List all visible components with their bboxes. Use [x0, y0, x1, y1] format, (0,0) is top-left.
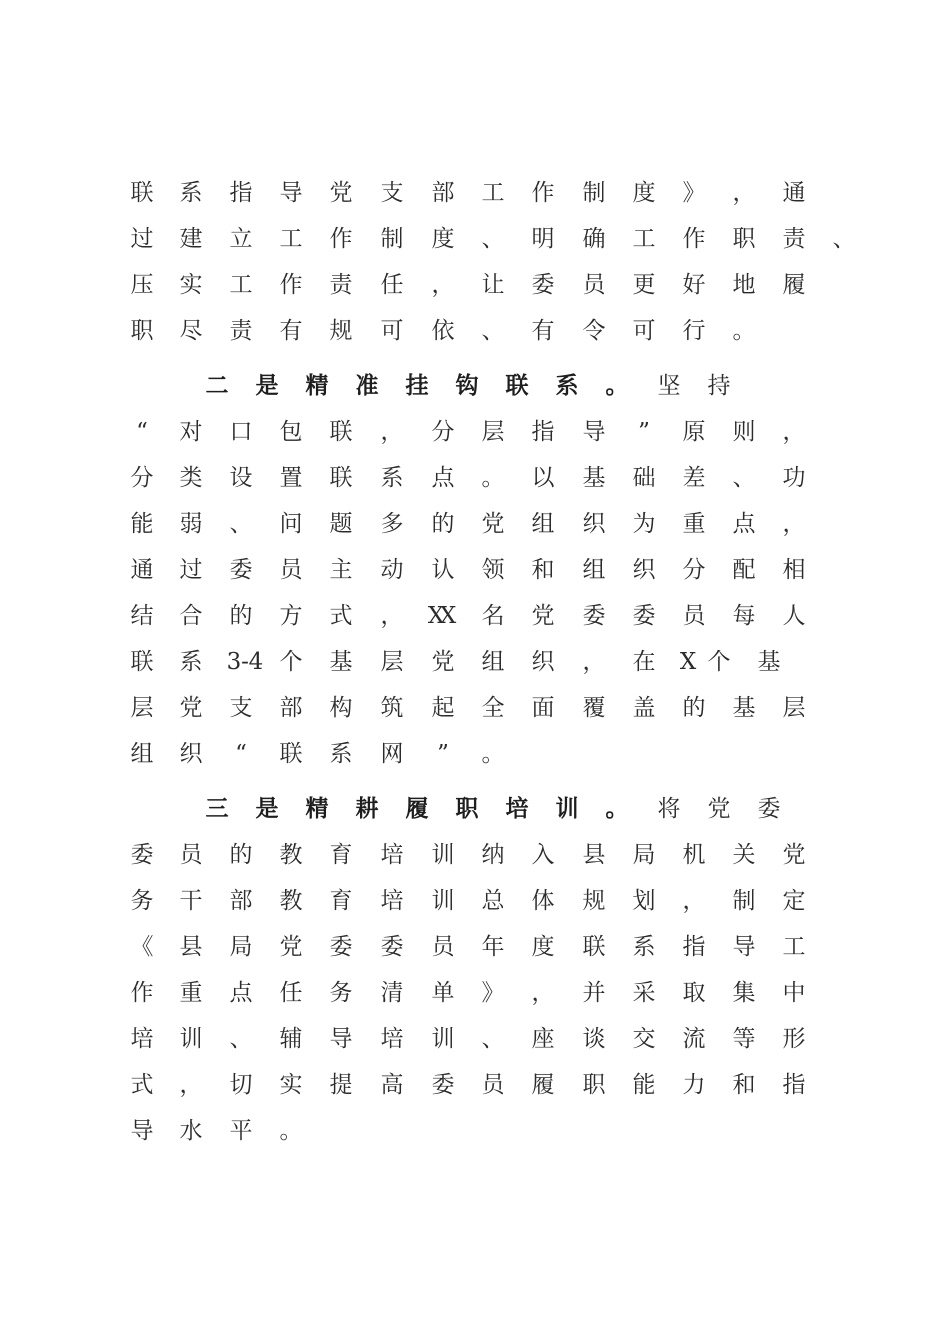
glyph: -: [241, 649, 249, 675]
glyph: 。: [279, 1118, 303, 1144]
glyph: 包: [279, 419, 303, 445]
glyph: 的: [229, 842, 253, 868]
glyph: 制: [582, 180, 606, 206]
glyph: 弱: [179, 511, 203, 537]
glyph: 耕: [355, 795, 379, 822]
glyph: 委: [229, 557, 253, 583]
glyph: 定: [782, 888, 806, 914]
glyph: 方: [279, 603, 303, 629]
glyph: 可: [632, 318, 656, 344]
glyph: 系: [380, 465, 404, 491]
glyph: 党: [179, 695, 203, 721]
glyph: 支: [380, 180, 404, 206]
glyph: 作: [279, 272, 303, 298]
glyph: 联: [582, 934, 606, 960]
glyph: 坚: [657, 373, 681, 399]
glyph: 构: [329, 695, 353, 721]
glyph: 教: [279, 888, 303, 914]
glyph: 。: [481, 741, 505, 767]
glyph: 》: [682, 180, 706, 206]
glyph: 培: [380, 1026, 404, 1052]
glyph: 工: [229, 272, 253, 298]
glyph: 委: [582, 603, 606, 629]
glyph: 培: [380, 842, 404, 868]
glyph: 分: [431, 419, 455, 445]
glyph: ，: [782, 419, 806, 445]
glyph: 任: [380, 272, 404, 298]
glyph: ，: [682, 888, 706, 914]
glyph: 度: [431, 226, 455, 252]
glyph: 将: [657, 796, 681, 822]
glyph: 流: [682, 1026, 706, 1052]
glyph: 教: [279, 842, 303, 868]
glyph: 分: [130, 465, 154, 491]
glyph: 持: [707, 373, 731, 399]
glyph: 高: [380, 1072, 404, 1098]
glyph: 过: [130, 226, 154, 252]
glyph: 织: [632, 557, 656, 583]
glyph: 的: [682, 695, 706, 721]
glyph: 基: [732, 695, 756, 721]
glyph: 系: [555, 372, 579, 399]
glyph: 联: [130, 649, 154, 675]
glyph: 础: [632, 465, 656, 491]
glyph: 立: [229, 226, 253, 252]
glyph: 员: [431, 934, 455, 960]
glyph: 动: [380, 557, 404, 583]
glyph: 县: [179, 934, 203, 960]
glyph: 员: [481, 1072, 505, 1098]
glyph: 差: [682, 465, 706, 491]
glyph: 认: [431, 557, 455, 583]
glyph: 三: [205, 795, 229, 822]
glyph: 联: [279, 741, 303, 767]
glyph: 制: [380, 226, 404, 252]
glyph: 的: [431, 511, 455, 537]
glyph: 好: [682, 272, 706, 298]
glyph: 导: [732, 934, 756, 960]
glyph: ，: [380, 419, 404, 445]
glyph: 委: [531, 272, 555, 298]
glyph: 责: [782, 226, 806, 252]
glyph: 系: [179, 649, 203, 675]
glyph: 县: [582, 842, 606, 868]
glyph: 基: [757, 649, 781, 675]
glyph: 二: [205, 372, 229, 399]
glyph: 依: [431, 318, 455, 344]
glyph: 点: [732, 511, 756, 537]
glyph: 关: [732, 842, 756, 868]
glyph: 组: [481, 649, 505, 675]
glyph: 精: [305, 372, 329, 399]
glyph: 联: [329, 419, 353, 445]
glyph: 训: [431, 1026, 455, 1052]
glyph: 水: [179, 1118, 203, 1144]
glyph: 工: [782, 934, 806, 960]
glyph: 职: [582, 1072, 606, 1098]
glyph: 员: [279, 557, 303, 583]
glyph: 辅: [279, 1026, 303, 1052]
glyph: 层: [782, 695, 806, 721]
glyph: 职: [732, 226, 756, 252]
glyph: 4: [248, 649, 264, 675]
glyph: 过: [179, 557, 203, 583]
glyph: 基: [329, 649, 353, 675]
glyph: 导: [130, 1118, 154, 1144]
glyph: “: [136, 419, 148, 445]
glyph: 更: [632, 272, 656, 298]
glyph: 支: [229, 695, 253, 721]
glyph: 职: [455, 795, 479, 822]
glyph: 作: [682, 226, 706, 252]
glyph: 通: [782, 180, 806, 206]
glyph: 层: [380, 649, 404, 675]
glyph: 训: [431, 888, 455, 914]
glyph: 置: [279, 465, 303, 491]
glyph: 并: [582, 980, 606, 1006]
glyph: 和: [732, 1072, 756, 1098]
glyph: 。: [732, 318, 756, 344]
glyph: 员: [682, 603, 706, 629]
glyph: 责: [329, 272, 353, 298]
glyph: 制: [732, 888, 756, 914]
glyph: 务: [329, 980, 353, 1006]
glyph: 组: [130, 741, 154, 767]
glyph: 实: [279, 1072, 303, 1098]
glyph: ”: [437, 741, 449, 767]
glyph: 规: [329, 318, 353, 344]
glyph: 挂: [405, 372, 429, 399]
glyph: 设: [229, 465, 253, 491]
glyph: 《: [130, 934, 154, 960]
glyph: 年: [481, 934, 505, 960]
glyph: 是: [255, 372, 279, 399]
glyph: 和: [531, 557, 555, 583]
glyph: 交: [632, 1026, 656, 1052]
glyph: 任: [279, 980, 303, 1006]
glyph: 压: [130, 272, 154, 298]
glyph: 划: [632, 888, 656, 914]
glyph: 导: [582, 419, 606, 445]
glyph: 党: [431, 649, 455, 675]
glyph: 作: [531, 180, 555, 206]
glyph: 起: [431, 695, 455, 721]
glyph: 合: [179, 603, 203, 629]
glyph: 干: [179, 888, 203, 914]
glyph: 组: [531, 511, 555, 537]
glyph: 钩: [455, 372, 479, 399]
glyph: 行: [682, 318, 706, 344]
glyph: 织: [531, 649, 555, 675]
glyph: 织: [179, 741, 203, 767]
glyph: 工: [279, 226, 303, 252]
glyph: 、: [481, 226, 505, 252]
glyph: 党: [279, 934, 303, 960]
glyph: ，: [431, 272, 455, 298]
glyph: 培: [380, 888, 404, 914]
glyph: 层: [481, 419, 505, 445]
glyph: 入: [531, 842, 555, 868]
glyph: 分: [682, 557, 706, 583]
glyph: 精: [305, 795, 329, 822]
glyph: 履: [405, 795, 429, 822]
glyph: 取: [682, 980, 706, 1006]
glyph: 局: [632, 842, 656, 868]
glyph: 基: [582, 465, 606, 491]
glyph: 指: [682, 934, 706, 960]
glyph: 育: [329, 888, 353, 914]
glyph: 指: [229, 180, 253, 206]
glyph: 员: [179, 842, 203, 868]
glyph: 部: [229, 888, 253, 914]
glyph: 导: [329, 1026, 353, 1052]
glyph: 点: [431, 465, 455, 491]
glyph: 委: [380, 934, 404, 960]
glyph: 履: [531, 1072, 555, 1098]
glyph: 多: [380, 511, 404, 537]
glyph: 规: [582, 888, 606, 914]
glyph: 确: [582, 226, 606, 252]
glyph: 机: [682, 842, 706, 868]
glyph: 重: [179, 980, 203, 1006]
glyph: ，: [582, 649, 606, 675]
glyph: 责: [229, 318, 253, 344]
glyph: ，: [732, 180, 756, 206]
glyph: 作: [130, 980, 154, 1006]
glyph: 能: [632, 1072, 656, 1098]
glyph: 、: [229, 511, 253, 537]
glyph: 功: [782, 465, 806, 491]
glyph: 联: [130, 180, 154, 206]
glyph: 培: [130, 1026, 154, 1052]
glyph: 平: [229, 1118, 253, 1144]
glyph: 类: [179, 465, 203, 491]
glyph: 等: [732, 1026, 756, 1052]
glyph: 委: [757, 796, 781, 822]
glyph: 党: [782, 842, 806, 868]
glyph: 的: [229, 603, 253, 629]
glyph: 个: [279, 649, 303, 675]
glyph: 座: [531, 1026, 555, 1052]
glyph: 局: [229, 934, 253, 960]
glyph: 对: [179, 419, 203, 445]
glyph: 让: [481, 272, 505, 298]
glyph: 3: [226, 649, 242, 675]
glyph: 问: [279, 511, 303, 537]
glyph: 令: [582, 318, 606, 344]
glyph: 点: [229, 980, 253, 1006]
glyph: 委: [329, 934, 353, 960]
glyph: 是: [255, 795, 279, 822]
glyph: ”: [638, 419, 650, 445]
glyph: 、: [732, 465, 756, 491]
glyph: 培: [505, 795, 529, 822]
glyph: 重: [682, 511, 706, 537]
glyph: 联: [329, 465, 353, 491]
glyph: X: [439, 603, 457, 629]
glyph: 相: [782, 557, 806, 583]
glyph: 人: [782, 603, 806, 629]
glyph: 度: [531, 934, 555, 960]
glyph: 名: [481, 603, 505, 629]
glyph: 题: [329, 511, 353, 537]
glyph: 提: [329, 1072, 353, 1098]
glyph: 筑: [380, 695, 404, 721]
glyph: 务: [130, 888, 154, 914]
glyph: 委: [632, 603, 656, 629]
glyph: 、: [229, 1026, 253, 1052]
glyph: 。: [481, 465, 505, 491]
glyph: 以: [531, 465, 555, 491]
glyph: 集: [732, 980, 756, 1006]
glyph: 式: [329, 603, 353, 629]
glyph: 通: [130, 557, 154, 583]
glyph: 、: [481, 318, 505, 344]
glyph: 主: [329, 557, 353, 583]
glyph: 职: [130, 318, 154, 344]
glyph: 层: [130, 695, 154, 721]
glyph: 度: [632, 180, 656, 206]
glyph: 党: [531, 603, 555, 629]
glyph: 育: [329, 842, 353, 868]
glyph: 单: [431, 980, 455, 1006]
glyph: 。: [605, 372, 629, 399]
glyph: 训: [431, 842, 455, 868]
glyph: 准: [355, 372, 379, 399]
glyph: X: [679, 649, 697, 675]
glyph: 、: [832, 226, 856, 252]
glyph: 导: [279, 180, 303, 206]
glyph: 联: [505, 372, 529, 399]
glyph: 建: [179, 226, 203, 252]
glyph: 。: [605, 795, 629, 822]
glyph: 指: [782, 1072, 806, 1098]
glyph: 领: [481, 557, 505, 583]
glyph: ，: [179, 1072, 203, 1098]
glyph: 工: [481, 180, 505, 206]
glyph: 全: [481, 695, 505, 721]
glyph: 每: [732, 603, 756, 629]
glyph: 在: [632, 649, 656, 675]
glyph: 有: [279, 318, 303, 344]
glyph: 形: [782, 1026, 806, 1052]
glyph: 明: [531, 226, 555, 252]
glyph: 作: [329, 226, 353, 252]
glyph: 实: [179, 272, 203, 298]
glyph: 采: [632, 980, 656, 1006]
glyph: 系: [329, 741, 353, 767]
glyph: 尽: [179, 318, 203, 344]
glyph: 个: [707, 649, 731, 675]
glyph: 谈: [582, 1026, 606, 1052]
glyph: 结: [130, 603, 154, 629]
glyph: 则: [732, 419, 756, 445]
glyph: 系: [179, 180, 203, 206]
glyph: 原: [682, 419, 706, 445]
glyph: 盖: [632, 695, 656, 721]
glyph: 清: [380, 980, 404, 1006]
glyph: 指: [531, 419, 555, 445]
glyph: 覆: [582, 695, 606, 721]
glyph: 部: [431, 180, 455, 206]
glyph: 力: [682, 1072, 706, 1098]
glyph: 委: [431, 1072, 455, 1098]
glyph: 训: [555, 795, 579, 822]
glyph: 、: [481, 1026, 505, 1052]
glyph: 口: [229, 419, 253, 445]
glyph: 为: [632, 511, 656, 537]
glyph: 党: [707, 796, 731, 822]
glyph: X: [427, 603, 445, 629]
glyph: 面: [531, 695, 555, 721]
glyph: 中: [782, 980, 806, 1006]
glyph: 体: [531, 888, 555, 914]
glyph: 工: [632, 226, 656, 252]
glyph: 纳: [481, 842, 505, 868]
glyph: 织: [582, 511, 606, 537]
glyph: 党: [481, 511, 505, 537]
glyph: 总: [481, 888, 505, 914]
glyph: 系: [632, 934, 656, 960]
glyph: 有: [531, 318, 555, 344]
glyph: 配: [732, 557, 756, 583]
glyph: ，: [782, 511, 806, 537]
glyph: 网: [380, 741, 404, 767]
glyph: 党: [329, 180, 353, 206]
glyph: 履: [782, 272, 806, 298]
glyph: ，: [380, 603, 404, 629]
glyph: 委: [130, 842, 154, 868]
glyph: 员: [582, 272, 606, 298]
glyph: 训: [179, 1026, 203, 1052]
glyph: 能: [130, 511, 154, 537]
glyph: 可: [380, 318, 404, 344]
glyph: 式: [130, 1072, 154, 1098]
glyph: 地: [732, 272, 756, 298]
glyph: ，: [531, 980, 555, 1006]
glyph: 》: [481, 980, 505, 1006]
glyph: 切: [229, 1072, 253, 1098]
glyph: 组: [582, 557, 606, 583]
glyph: “: [235, 741, 247, 767]
glyph: 部: [279, 695, 303, 721]
